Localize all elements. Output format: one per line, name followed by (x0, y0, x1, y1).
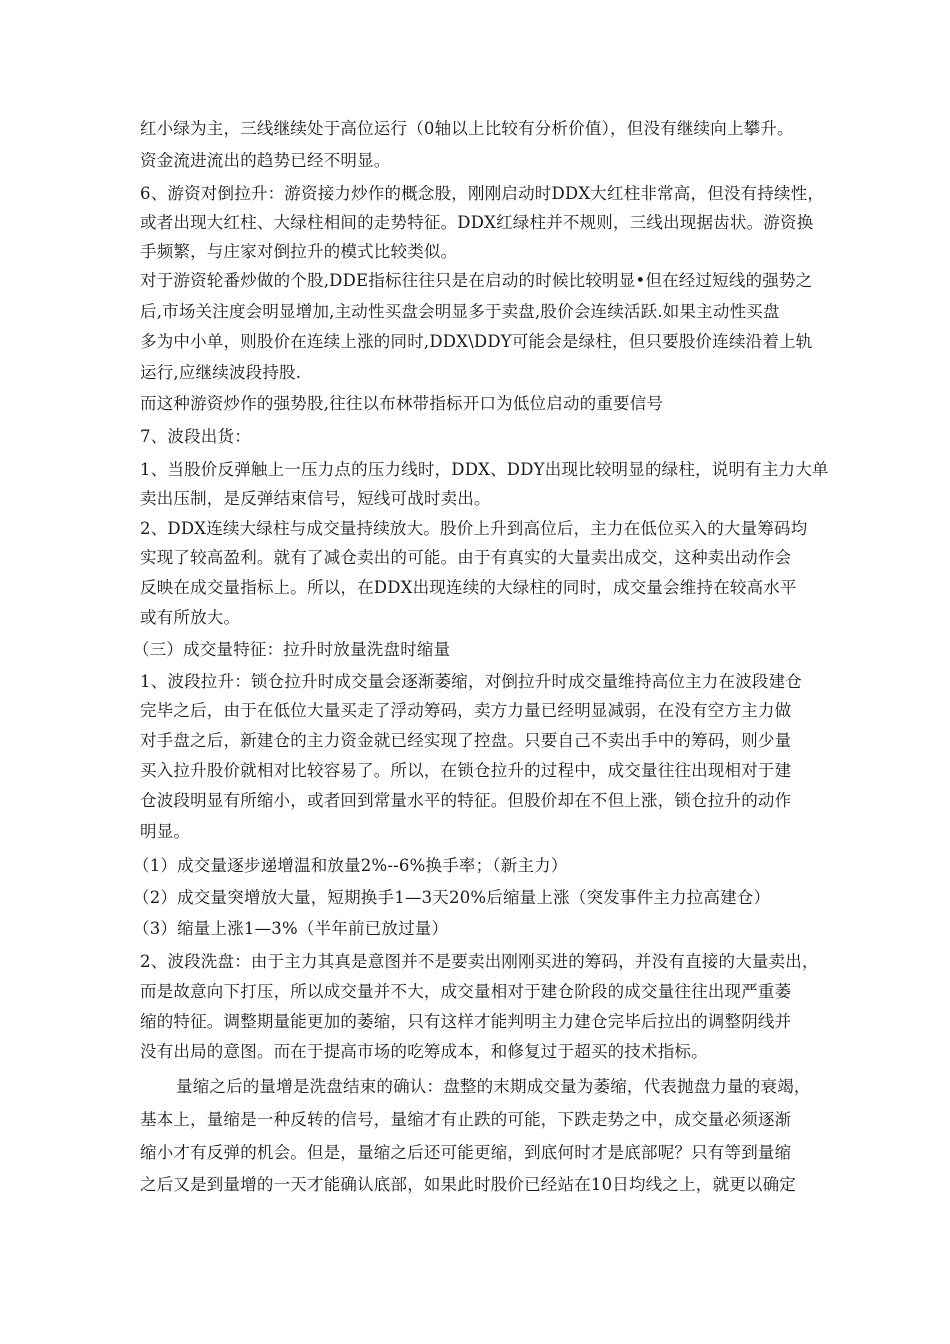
text-line: 2、波段洗盘：由于主力其真是意图并不是要卖出刚刚买进的筹码，并没有直接的大量卖出， (140, 952, 819, 971)
list-item: （3）缩量上涨1—3%（半年前已放过量） (133, 919, 449, 938)
text-line: 实现了较高盈利。就有了减仓卖出的可能。由于有真实的大量卖出成交，这种卖出动作会 (140, 548, 792, 567)
text-line: 后,市场关注度会明显增加,主动性买盘会明显多于卖盘,股价会连续活跃.如果主动性买盘 (140, 302, 780, 321)
text-line: 缩的特征。调整期量能更加的萎缩，只有这样才能判明主力建仓完毕后拉出的调整阴线并 (140, 1012, 792, 1031)
text-line: 买入拉升股价就相对比较容易了。所以，在锁仓拉升的过程中，成交量往往出现相对于建 (140, 761, 792, 780)
text-line: 而这种游资炒作的强势股,往往以布林带指标开口为低位启动的重要信号 (140, 394, 664, 413)
text-line: 对手盘之后，新建仓的主力资金就已经实现了控盘。只要自己不卖出手中的筹码，则少量 (140, 731, 792, 750)
text-line: 卖出压制，是反弹结束信号，短线可战时卖出。 (140, 489, 491, 508)
text-line: 运行,应继续波段持股. (140, 363, 302, 382)
text-line: 没有出局的意图。而在于提高市场的吃筹成本，和修复过于超买的技术指标。 (140, 1042, 708, 1061)
text-line: 缩小才有反弹的机会。但是，量缩之后还可能更缩，到底何时才是底部呢？只有等到量缩 (140, 1143, 792, 1162)
text-line: 之后又是到量增的一天才能确认底部，如果此时股价已经站在10日均线之上，就更以确定 (140, 1175, 796, 1194)
text-line: 2、DDX连续大绿柱与成交量持续放大。股价上升到高位后，主力在低位买入的大量筹码均 (140, 519, 808, 538)
text-line: 对于游资轮番炒做的个股,DDE指标往往只是在启动的时候比较明显•但在经过短线的强势之 (140, 271, 813, 290)
paragraph-first-line: 量缩之后的量增是洗盘结束的确认：盘整的末期成交量为萎缩，代表抛盘力量的衰竭， (176, 1077, 811, 1096)
text-line: 红小绿为主，三线继续处于高位运行（0轴以上比较有分析价值），但没有继续向上攀升。 (140, 119, 794, 138)
text-line: 或有所放大。 (140, 608, 241, 627)
text-line: 6、游资对倒拉升：游资接力炒作的概念股，刚刚启动时DDX大红柱非常高，但没有持续性， (140, 184, 825, 203)
list-item: （1）成交量逐步递增温和放量2%--6%换手率；（新主力） (133, 856, 568, 875)
text-line: 7、波段出货： (140, 427, 251, 446)
text-line: 1、波段拉升：锁仓拉升时成交量会逐渐萎缩，对倒拉升时成交量维持高位主力在波段建仓 (140, 672, 802, 691)
text-line: 完毕之后，由于在低位大量买走了浮动筹码，卖方力量已经明显减弱，在没有空方主力做 (140, 701, 792, 720)
list-item: （2）成交量突增放大量，短期换手1—3天20%后缩量上涨（突发事件主力拉高建仓） (133, 888, 771, 907)
text-line: 而是故意向下打压，所以成交量并不大，成交量相对于建仓阶段的成交量往往出现严重萎 (140, 982, 792, 1001)
text-line: 明显。 (140, 822, 191, 841)
text-line: 1、当股价反弹触上一压力点的压力线时，DDX、DDY出现比较明显的绿柱，说明有主力大单 (140, 460, 829, 479)
text-line: 或者出现大红柱、大绿柱相间的走势特征。DDX红绿柱并不规则，三线出现据齿状。游资换 (140, 213, 814, 232)
text-line: 基本上，量缩是一种反转的信号，量缩才有止跌的可能，下跌走势之中，成交量必须逐渐 (140, 1110, 792, 1129)
text-line: 仓波段明显有所缩小，或者回到常量水平的特征。但股价却在不但上涨，锁仓拉升的动作 (140, 791, 792, 810)
text-line: 多为中小单，则股价在连续上涨的同时,DDX\DDY可能会是绿柱，但只要股价连续沿着上轨 (140, 332, 813, 351)
text-line: 手频繁，与庄家对倒拉升的模式比较类似。 (140, 242, 458, 261)
text-line: 反映在成交量指标上。所以，在DDX出现连续的大绿柱的同时，成交量会维持在较高水平 (140, 578, 797, 597)
section-heading: （三）成交量特征：拉升时放量洗盘时缩量 (133, 640, 451, 659)
text-line: 资金流进流出的趋势已经不明显。 (140, 151, 391, 170)
